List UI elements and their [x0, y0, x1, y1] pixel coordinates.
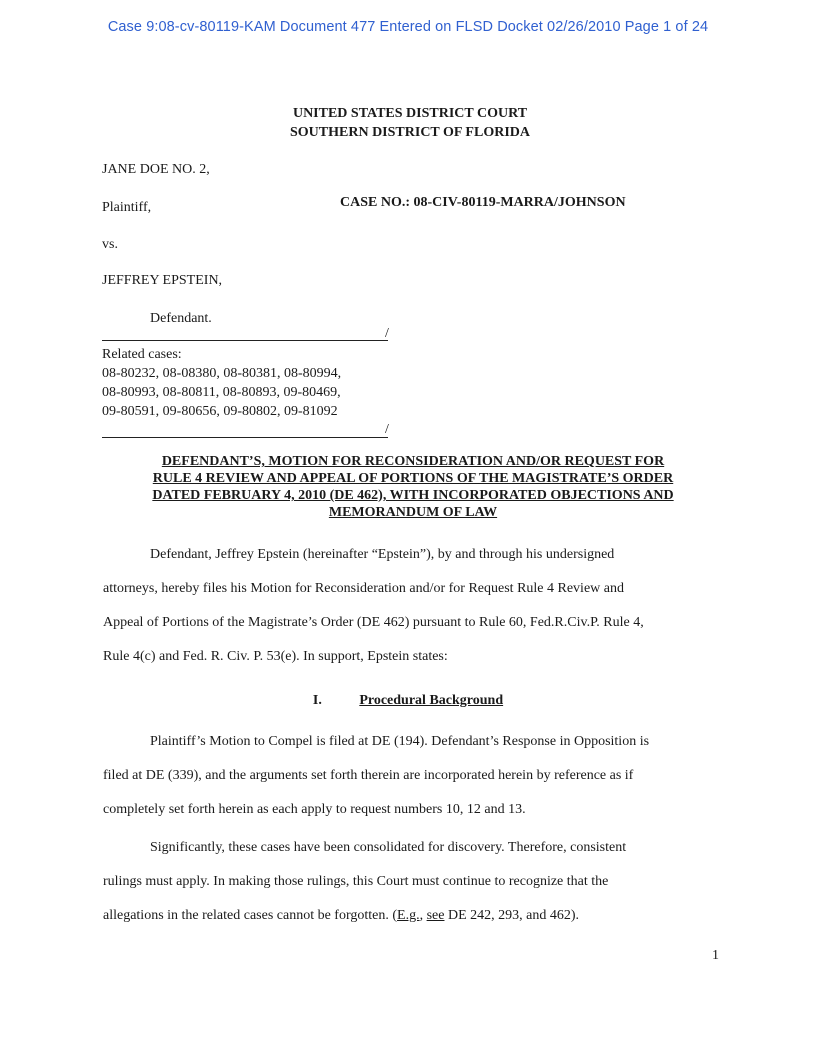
versus: vs. [102, 237, 118, 252]
paragraph-line: Significantly, these cases have been consolidated for discovery. Therefore, consistent [150, 840, 627, 855]
paragraph-line: Defendant, Jeffrey Epstein (hereinafter “Epstein”), by and through his undersigned [150, 547, 615, 562]
title-line: MEMORANDUM OF LAW [328, 505, 498, 520]
title-line: DATED FEBRUARY 4, 2010 (DE 462), WITH INCORPORATED OBJECTIONS AND [152, 488, 674, 503]
court-line-1: UNITED STATES DISTRICT COURT [292, 106, 528, 121]
intro-paragraph [103, 545, 729, 681]
motion-title [100, 453, 726, 521]
related-line: 08-80232, 08-08380, 08-80381, 08-80994, [102, 366, 342, 381]
caption-rule-bottom [102, 437, 388, 438]
paragraph-line: attorneys, hereby files his Motion for Reconsideration and/or for Request Rule 4 Review and [103, 581, 624, 596]
defendant-label: Defendant. [150, 311, 212, 326]
section-heading [0, 693, 816, 709]
paragraph-line: Rule 4(c) and Fed. R. Civ. P. 53(e). In support, Epstein states: [103, 649, 448, 664]
plaintiff-name: JANE DOE NO. 2, [102, 162, 210, 177]
related-cases [102, 345, 341, 421]
related-line: 09-80591, 09-80656, 09-80802, 09-81092 [102, 404, 338, 419]
docket-header: Case 9:08-cv-80119-KAM Document 477 Entered on FLSD Docket 02/26/2010 Page 1 of 24 [107, 19, 709, 35]
citation-eg: E.g. [397, 908, 420, 923]
paragraph-line: rulings must apply. In making those rulings, this Court must continue to recognize that the [103, 874, 609, 889]
defendant-name: JEFFREY EPSTEIN, [102, 273, 223, 288]
section-title: Procedural Background [359, 693, 504, 708]
citation-comma: , [419, 908, 427, 923]
related-label: Related cases: [102, 347, 182, 362]
background-paragraph-1 [103, 732, 729, 834]
section-number: I. [312, 693, 322, 708]
case-number: CASE NO.: 08-CIV-80119-MARRA/JOHNSON [340, 195, 626, 210]
court-line-2: SOUTHERN DISTRICT OF FLORIDA [290, 125, 530, 140]
paragraph-line: Plaintiff’s Motion to Compel is filed at DE (194). Defendant’s Response in Opposition is [150, 734, 650, 749]
title-line: RULE 4 REVIEW AND APPEAL OF PORTIONS OF THE MAGISTRATE’S ORDER [152, 471, 674, 486]
related-line: 08-80993, 08-80811, 08-80893, 09-80469, [102, 385, 341, 400]
caption-slash-top: / [385, 326, 389, 341]
paragraph-line: filed at DE (339), and the arguments set forth therein are incorporated herein by reference as if [103, 768, 634, 783]
page-number: 1 [712, 948, 719, 963]
paragraph-line [103, 906, 729, 940]
background-paragraph-2 [103, 838, 729, 940]
caption-slash-bottom: / [385, 422, 389, 437]
paragraph-line: completely set forth herein as each apply to request numbers 10, 12 and 13. [103, 802, 526, 817]
citation-see: see [426, 908, 445, 923]
court-name [230, 104, 590, 142]
citation-text: allegations in the related cases cannot be forgotten. ( [103, 908, 398, 923]
citation-refs: DE 242, 293, and 462). [444, 908, 580, 923]
plaintiff-label: Plaintiff, [102, 200, 152, 215]
paragraph-line: Appeal of Portions of the Magistrate’s Order (DE 462) pursuant to Rule 60, Fed.R.Civ.P. Rule 4, [103, 615, 644, 630]
title-line: DEFENDANT’S, MOTION FOR RECONSIDERATION AND/OR REQUEST FOR [161, 454, 665, 469]
caption-rule-top [102, 340, 388, 341]
